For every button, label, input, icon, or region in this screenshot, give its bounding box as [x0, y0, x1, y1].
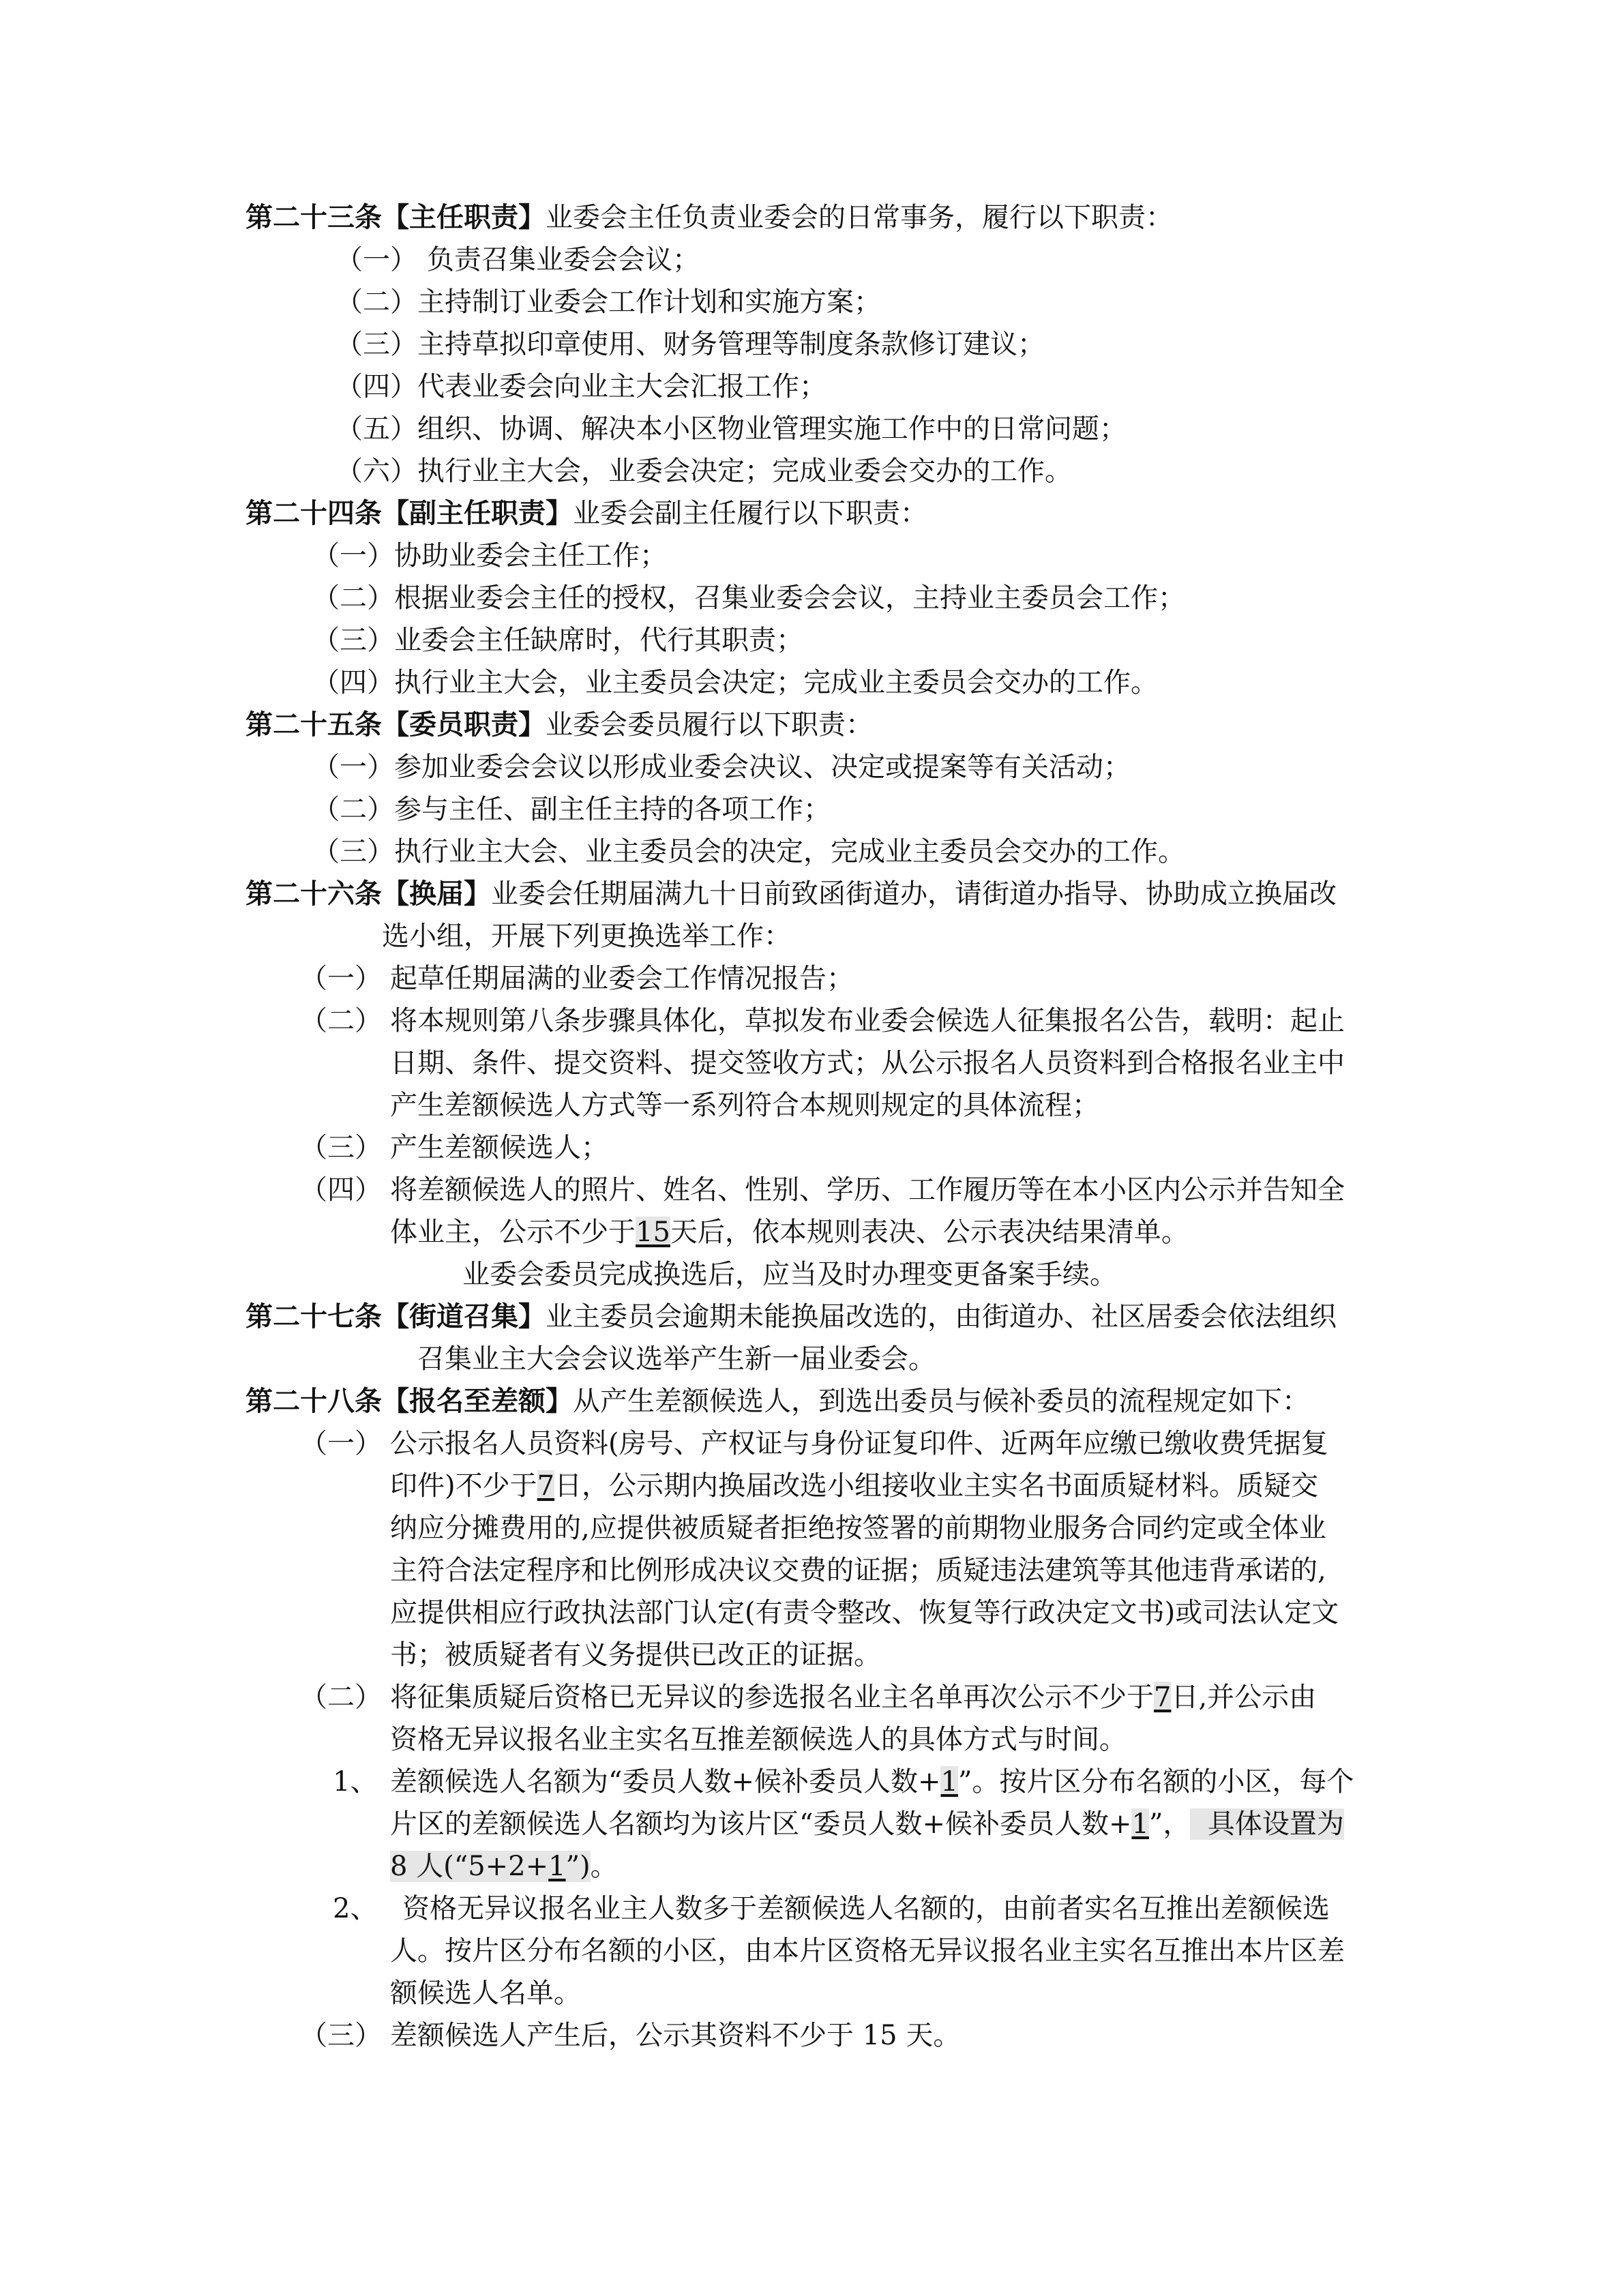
- item-number: （二）: [300, 1005, 382, 1037]
- article-23-intro: 业委会主任负责业委会的日常事务，履行以下职责：: [546, 202, 1173, 233]
- item-number: （六）: [336, 456, 417, 487]
- item-text: 根据业委会主任的授权，召集业委会会议，主持业主委员会工作；: [394, 582, 1185, 614]
- article-27-text: 业主委员会逾期未能换届改选的，由街道办、社区居委会依法组织: [546, 1301, 1337, 1332]
- article-24-heading: 第二十四条【副主任职责】: [245, 497, 573, 529]
- item-number: （四）: [300, 1174, 382, 1206]
- item-number: （五）: [336, 413, 417, 445]
- item-text: 业委会主任缺席时，代行其职责；: [394, 625, 803, 656]
- article-25-intro: 业委会委员履行以下职责：: [546, 709, 873, 741]
- item-text: 参加业委会会议以形成业委会决议、决定或提案等有关活动；: [394, 751, 1131, 783]
- highlighted-text: 具体设置为: [1190, 1808, 1344, 1840]
- item-number: （一）: [312, 751, 394, 783]
- days-value: 7: [1154, 1682, 1172, 1713]
- text-run: ”。按片区分布名额的小区，每个: [957, 1766, 1354, 1798]
- item-text: 纳应分摊费用的,应提供被质疑者拒绝按签署的前期物业服务合同约定或全体业: [390, 1512, 1326, 1544]
- text-run: 。: [590, 1851, 618, 1882]
- item-text: 执行业主大会，业主委员会决定；完成业主委员会交办的工作。: [394, 667, 1158, 698]
- article-28-line-1: [245, 1384, 1309, 1419]
- article-27-line-2: 召集业主大会会议选举产生新一届业委会。: [417, 1343, 936, 1375]
- item-text: 公示报名人员资料(房号、产权证与身份证复印件、近两年应缴已缴收费凭据复: [390, 1428, 1328, 1459]
- item-number: （三）: [312, 836, 394, 867]
- text-run: ”): [565, 1851, 591, 1882]
- item-text: 差额候选人产生后，公示其资料不少于 15 天。: [390, 2020, 961, 2051]
- item-text: 执行业主大会、业主委员会的决定，完成业主委员会交办的工作。: [394, 836, 1185, 867]
- item-text: [390, 1468, 1318, 1504]
- list-item: [312, 580, 1185, 616]
- item-number: （四）: [336, 371, 417, 402]
- item-text: 产生差额候选人；: [390, 1132, 608, 1163]
- item-number: （一）: [300, 1428, 382, 1459]
- item-text: 应提供相应行政执法部门认定(有责令整改、恢复等行政决定文书)或司法认定文: [390, 1597, 1339, 1628]
- item-number: （二）: [312, 794, 394, 825]
- item-text: 主持草拟印章使用、财务管理等制度条款修订建议；: [417, 329, 1045, 360]
- article-27-heading: 第二十七条【街道召集】: [245, 1300, 546, 1332]
- text-run: 日，公示期内换届改选小组接收业主实名书面质疑材料。质疑交: [554, 1470, 1319, 1502]
- item-text: [390, 1214, 1189, 1250]
- article-26-line-2: 选小组，开展下列更换选举工作：: [382, 921, 791, 952]
- item-number: （二）: [312, 582, 394, 614]
- item-text: [390, 1764, 1354, 1800]
- item-text: 组织、协调、解决本小区物业管理实施工作中的日常问题；: [417, 413, 1127, 445]
- item-text: 起草任期届满的业委会工作情况报告；: [390, 963, 854, 994]
- item-number: （四）: [312, 667, 394, 698]
- article-24-line-1: [245, 496, 927, 531]
- list-item: [312, 749, 1131, 785]
- count-value: 1: [1131, 1808, 1149, 1840]
- list-item: [336, 369, 827, 404]
- item-number: （一）: [300, 963, 382, 994]
- item-text: 主符合法定程序和比例形成决议交费的证据；质疑违法建筑等其他违背承诺的,: [390, 1555, 1326, 1586]
- item-text: 将本规则第八条步骤具体化，草拟发布业委会候选人征集报名公告，载明：起止: [390, 1005, 1345, 1037]
- item-text: 主持制订业委会工作计划和实施方案；: [417, 286, 881, 318]
- item-text: 将差额候选人的照片、姓名、性别、学历、工作履历等在本小区内公示并告知全: [390, 1174, 1345, 1206]
- item-text: 书；被质疑者有义务提供已改正的证据。: [390, 1639, 881, 1671]
- count-value: 1: [548, 1851, 566, 1882]
- list-item: [312, 792, 831, 827]
- item-text: 额候选人名单。: [390, 1978, 581, 2009]
- item-text: 参与主任、副主任主持的各项工作；: [394, 794, 831, 825]
- article-26-intro: 业委会任期届满九十日前致函街道办，请街道办指导、协助成立换届改: [491, 878, 1337, 910]
- list-item: [336, 242, 700, 278]
- count-value: 1: [940, 1766, 958, 1798]
- text-run: 印件)不少于: [390, 1470, 537, 1502]
- days-value: 7: [537, 1470, 555, 1502]
- list-item: [312, 623, 803, 658]
- item-number: 1、: [333, 1766, 378, 1798]
- item-number: （一）: [336, 244, 417, 275]
- article-26-note: 业委会委员完成换选后，应当及时办理变更备案手续。: [462, 1259, 1117, 1290]
- article-27-line-1: [245, 1299, 1337, 1335]
- text-run: 日,并公示由: [1171, 1682, 1317, 1713]
- item-text: [390, 1849, 618, 1884]
- article-28-intro: 从产生差额候选人，到选出委员与候补委员的流程规定如下：: [573, 1386, 1309, 1417]
- days-value: 15: [636, 1217, 670, 1248]
- item-number: 2、: [333, 1893, 378, 1924]
- text-run: 片区的差额候选人名额均为该片区“委员人数+候补委员人数+: [390, 1808, 1132, 1840]
- text-run: 差额候选人名额为“委员人数+候补委员人数+: [390, 1766, 941, 1798]
- text-run: ”，: [1148, 1808, 1191, 1840]
- highlighted-text: [390, 1851, 591, 1882]
- article-26-heading: 第二十六条【换届】: [245, 878, 491, 910]
- article-25-line-1: [245, 707, 873, 743]
- text-run: 体业主，公示不少于: [390, 1217, 636, 1248]
- article-28-heading: 第二十八条【报名至差额】: [245, 1385, 573, 1417]
- text-run: 将征集质疑后资格已无异议的参选报名业主名单再次公示不少于: [390, 1682, 1154, 1713]
- item-number: （二）: [300, 1682, 382, 1713]
- list-item: [336, 411, 1127, 447]
- item-number: （三）: [336, 329, 417, 360]
- item-text: 负责召集业委会会议；: [427, 244, 700, 275]
- text-run: 天后，依本规则表决、公示表决结果清单。: [670, 1217, 1189, 1248]
- item-text: [390, 1806, 1344, 1842]
- item-number: （二）: [336, 286, 417, 318]
- item-text: 产生差额候选人方式等一系列符合本规则规定的具体流程；: [390, 1090, 1099, 1121]
- item-text: 资格无异议报名业主人数多于差额候选人名额的，由前者实名互推出差额候选: [402, 1893, 1330, 1924]
- item-text: 协助业委会主任工作；: [394, 540, 667, 571]
- list-item: [312, 538, 667, 573]
- item-text: 执行业主大会，业委会决定；完成业委会交办的工作。: [417, 456, 1072, 487]
- item-text: [390, 1680, 1316, 1715]
- text-run: 8 人(“5+2+: [390, 1851, 549, 1882]
- item-text: 人。按片区分布名额的小区，由本片区资格无异议报名业主实名互推出本片区差: [390, 1935, 1345, 1967]
- list-item: [336, 284, 881, 320]
- article-23-heading: 第二十三条【主任职责】: [245, 201, 546, 233]
- item-number: （三）: [300, 2020, 382, 2051]
- item-text: 日期、条件、提交资料、提交签收方式；从公示报名人员资料到合格报名业主中: [390, 1047, 1345, 1079]
- list-item: [336, 327, 1045, 362]
- article-23-line-1: [245, 200, 1173, 235]
- item-number: （三）: [312, 625, 394, 656]
- list-item: [312, 834, 1185, 869]
- article-25-heading: 第二十五条【委员职责】: [245, 709, 546, 741]
- item-number: （一）: [312, 540, 394, 571]
- list-item: [312, 665, 1158, 700]
- item-number: （三）: [300, 1132, 382, 1163]
- item-text: 资格无异议报名业主实名互推差额候选人的具体方式与时间。: [390, 1724, 1127, 1755]
- article-26-line-1: [245, 876, 1337, 912]
- item-text: 代表业委会向业主大会汇报工作；: [417, 371, 827, 402]
- article-24-intro: 业委会副主任履行以下职责：: [573, 498, 927, 529]
- list-item: [336, 453, 1072, 489]
